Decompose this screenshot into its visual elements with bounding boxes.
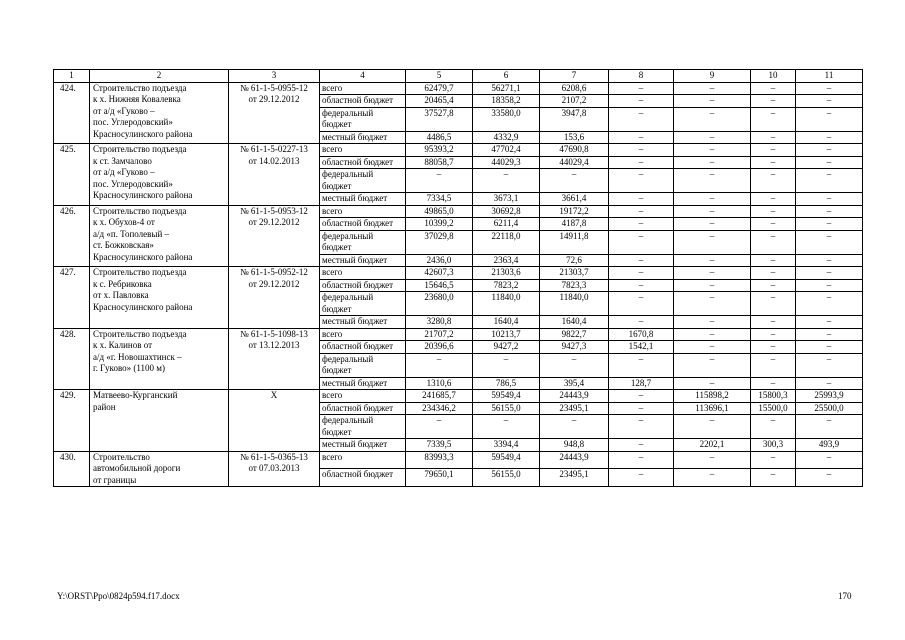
- amount-cell: –: [751, 341, 796, 354]
- amount-cell: –: [674, 469, 751, 487]
- amount-cell: 128,7: [609, 377, 674, 390]
- document-ref: № 61-1-5-0953-12 от 29.12.2012: [229, 205, 320, 267]
- document-ref: Х: [229, 390, 320, 452]
- amount-cell: –: [609, 439, 674, 452]
- amount-cell: –: [609, 390, 674, 403]
- amount-cell: –: [540, 169, 609, 193]
- amount-cell: –: [609, 469, 674, 487]
- amount-cell: 1640,4: [540, 316, 609, 329]
- amount-cell: 37527,8: [406, 107, 473, 131]
- amount-cell: 9822,7: [540, 328, 609, 341]
- amount-cell: –: [796, 169, 863, 193]
- amount-cell: 21707,2: [406, 328, 473, 341]
- funding-source: местный бюджет: [320, 131, 406, 144]
- funding-source: федеральный бюджет: [320, 169, 406, 193]
- funding-source: областной бюджет: [320, 402, 406, 415]
- amount-cell: 95393,2: [406, 144, 473, 157]
- amount-cell: –: [674, 341, 751, 354]
- amount-cell: 56155,0: [473, 469, 540, 487]
- amount-cell: –: [674, 131, 751, 144]
- amount-cell: 234346,2: [406, 402, 473, 415]
- amount-cell: –: [674, 353, 751, 377]
- amount-cell: –: [751, 279, 796, 292]
- amount-cell: 14911,8: [540, 230, 609, 254]
- project-name: Матвеево-Курганский район: [90, 390, 229, 452]
- amount-cell: –: [751, 353, 796, 377]
- column-header: 3: [229, 70, 320, 83]
- project-name: Строительство подъезда к ст. Замчалово от а/д «Гуково – пос. Углеродовский» Красносулинского района: [90, 144, 229, 206]
- funding-source: областной бюджет: [320, 218, 406, 231]
- funding-source: всего: [320, 451, 406, 469]
- amount-cell: –: [796, 218, 863, 231]
- funding-source: областной бюджет: [320, 156, 406, 169]
- amount-cell: 25500,0: [796, 402, 863, 415]
- funding-source: областной бюджет: [320, 469, 406, 487]
- amount-cell: –: [674, 218, 751, 231]
- amount-cell: –: [796, 377, 863, 390]
- amount-cell: –: [796, 353, 863, 377]
- amount-cell: 948,8: [540, 439, 609, 452]
- amount-cell: –: [751, 328, 796, 341]
- funding-source: всего: [320, 82, 406, 95]
- amount-cell: –: [674, 230, 751, 254]
- funding-source: федеральный бюджет: [320, 292, 406, 316]
- funding-source: местный бюджет: [320, 377, 406, 390]
- amount-cell: 6211,4: [473, 218, 540, 231]
- project-name: Строительство подъезда к с. Ребриковка от х. Павловка Красносулинского района: [90, 267, 229, 329]
- amount-cell: –: [751, 144, 796, 157]
- amount-cell: –: [674, 415, 751, 439]
- record-number: 427.: [54, 267, 90, 329]
- amount-cell: 49865,0: [406, 205, 473, 218]
- amount-cell: 4332,9: [473, 131, 540, 144]
- amount-cell: 1310,6: [406, 377, 473, 390]
- amount-cell: –: [751, 316, 796, 329]
- amount-cell: 15646,5: [406, 279, 473, 292]
- amount-cell: 24443,9: [540, 390, 609, 403]
- amount-cell: –: [609, 169, 674, 193]
- funding-source: областной бюджет: [320, 95, 406, 108]
- amount-cell: 3673,1: [473, 193, 540, 206]
- amount-cell: –: [609, 415, 674, 439]
- amount-cell: –: [751, 267, 796, 280]
- document-ref: № 61-1-5-0955-12 от 29.12.2012: [229, 82, 320, 144]
- amount-cell: –: [406, 169, 473, 193]
- amount-cell: –: [674, 193, 751, 206]
- amount-cell: 1542,1: [609, 341, 674, 354]
- amount-cell: 2363,4: [473, 254, 540, 267]
- amount-cell: –: [796, 415, 863, 439]
- amount-cell: –: [674, 169, 751, 193]
- amount-cell: –: [406, 415, 473, 439]
- amount-cell: 56271,1: [473, 82, 540, 95]
- funding-source: всего: [320, 144, 406, 157]
- amount-cell: –: [751, 205, 796, 218]
- amount-cell: –: [674, 451, 751, 469]
- amount-cell: –: [674, 254, 751, 267]
- amount-cell: –: [473, 169, 540, 193]
- amount-cell: –: [609, 316, 674, 329]
- amount-cell: –: [751, 415, 796, 439]
- amount-cell: –: [609, 279, 674, 292]
- amount-cell: 47690,8: [540, 144, 609, 157]
- amount-cell: –: [751, 469, 796, 487]
- amount-cell: –: [796, 193, 863, 206]
- amount-cell: 786,5: [473, 377, 540, 390]
- amount-cell: 19172,2: [540, 205, 609, 218]
- amount-cell: 72,6: [540, 254, 609, 267]
- funding-source: федеральный бюджет: [320, 107, 406, 131]
- amount-cell: –: [674, 205, 751, 218]
- amount-cell: –: [674, 156, 751, 169]
- amount-cell: 1640,4: [473, 316, 540, 329]
- funding-source: местный бюджет: [320, 316, 406, 329]
- column-header: 9: [674, 70, 751, 83]
- amount-cell: 30692,8: [473, 205, 540, 218]
- funding-source: всего: [320, 390, 406, 403]
- funding-source: всего: [320, 328, 406, 341]
- table-row: [54, 144, 863, 157]
- amount-cell: –: [751, 193, 796, 206]
- funding-source: федеральный бюджет: [320, 415, 406, 439]
- amount-cell: 44029,3: [473, 156, 540, 169]
- amount-cell: –: [751, 292, 796, 316]
- amount-cell: –: [796, 205, 863, 218]
- amount-cell: 3947,8: [540, 107, 609, 131]
- amount-cell: –: [609, 254, 674, 267]
- amount-cell: –: [609, 451, 674, 469]
- amount-cell: 23495,1: [540, 469, 609, 487]
- amount-cell: 24443,9: [540, 451, 609, 469]
- amount-cell: 62479,7: [406, 82, 473, 95]
- funding-source: федеральный бюджет: [320, 230, 406, 254]
- amount-cell: –: [473, 415, 540, 439]
- document-ref: № 61-1-5-0952-12 от 29.12.2012: [229, 267, 320, 329]
- amount-cell: 15800,3: [751, 390, 796, 403]
- document-ref: № 61-1-5-0365-13 от 07.03.2013: [229, 451, 320, 487]
- amount-cell: 4187,8: [540, 218, 609, 231]
- amount-cell: –: [796, 82, 863, 95]
- record-number: 426.: [54, 205, 90, 267]
- amount-cell: 47702,4: [473, 144, 540, 157]
- column-header: 10: [751, 70, 796, 83]
- column-header: 2: [90, 70, 229, 83]
- project-name: Строительство подъезда к х. Калинов от а/д «г. Новошахтинск – г. Гуково» (1100 м): [90, 328, 229, 390]
- amount-cell: 20465,4: [406, 95, 473, 108]
- amount-cell: –: [796, 292, 863, 316]
- amount-cell: 59549,4: [473, 390, 540, 403]
- amount-cell: –: [540, 415, 609, 439]
- amount-cell: 113696,1: [674, 402, 751, 415]
- amount-cell: 59549,4: [473, 451, 540, 469]
- amount-cell: –: [796, 254, 863, 267]
- amount-cell: 56155,0: [473, 402, 540, 415]
- amount-cell: –: [796, 328, 863, 341]
- amount-cell: –: [674, 328, 751, 341]
- amount-cell: –: [609, 82, 674, 95]
- amount-cell: 20396,6: [406, 341, 473, 354]
- amount-cell: –: [609, 205, 674, 218]
- column-header: 5: [406, 70, 473, 83]
- amount-cell: –: [609, 193, 674, 206]
- amount-cell: –: [796, 144, 863, 157]
- amount-cell: –: [751, 218, 796, 231]
- amount-cell: 33580,0: [473, 107, 540, 131]
- record-number: 424.: [54, 82, 90, 144]
- amount-cell: 3394,4: [473, 439, 540, 452]
- amount-cell: –: [674, 144, 751, 157]
- amount-cell: 18358,2: [473, 95, 540, 108]
- amount-cell: –: [796, 107, 863, 131]
- project-name: Строительство автомобильной дороги от границы: [90, 451, 229, 487]
- project-name: Строительство подъезда к х. Обухов-4 от а/д «п. Тополевый – ст. Божковская» Красносулинского района: [90, 205, 229, 267]
- amount-cell: –: [751, 82, 796, 95]
- amount-cell: 37029,8: [406, 230, 473, 254]
- column-header: 1: [54, 70, 90, 83]
- record-number: 429.: [54, 390, 90, 452]
- amount-cell: 2436,0: [406, 254, 473, 267]
- amount-cell: 10399,2: [406, 218, 473, 231]
- table-row: [54, 82, 863, 95]
- amount-cell: –: [674, 292, 751, 316]
- document-ref: № 61-1-5-1098-13 от 13.12.2013: [229, 328, 320, 390]
- amount-cell: 1670,8: [609, 328, 674, 341]
- amount-cell: –: [796, 279, 863, 292]
- amount-cell: 2202,1: [674, 439, 751, 452]
- amount-cell: 7823,2: [473, 279, 540, 292]
- table-row: [54, 451, 863, 469]
- amount-cell: 7334,5: [406, 193, 473, 206]
- document-ref: № 61-1-5-0227-13 от 14.02.2013: [229, 144, 320, 206]
- amount-cell: –: [796, 267, 863, 280]
- column-header: 7: [540, 70, 609, 83]
- amount-cell: –: [796, 131, 863, 144]
- amount-cell: 79650,1: [406, 469, 473, 487]
- amount-cell: 11840,0: [473, 292, 540, 316]
- amount-cell: –: [796, 156, 863, 169]
- amount-cell: 9427,2: [473, 341, 540, 354]
- funding-source: областной бюджет: [320, 341, 406, 354]
- column-header: 6: [473, 70, 540, 83]
- amount-cell: –: [796, 316, 863, 329]
- amount-cell: –: [751, 156, 796, 169]
- amount-cell: –: [674, 316, 751, 329]
- amount-cell: –: [540, 353, 609, 377]
- project-name: Строительство подъезда к х. Нижняя Ковалевка от а/д «Гуково – пос. Углеродовский» Красносулинского района: [90, 82, 229, 144]
- amount-cell: 11840,0: [540, 292, 609, 316]
- budget-table: [53, 69, 863, 487]
- amount-cell: –: [751, 254, 796, 267]
- amount-cell: –: [751, 107, 796, 131]
- amount-cell: 21303,7: [540, 267, 609, 280]
- amount-cell: 153,6: [540, 131, 609, 144]
- amount-cell: –: [609, 131, 674, 144]
- amount-cell: 9427,3: [540, 341, 609, 354]
- table-row: [54, 267, 863, 280]
- record-number: 425.: [54, 144, 90, 206]
- amount-cell: –: [751, 169, 796, 193]
- amount-cell: –: [751, 377, 796, 390]
- column-header: 4: [320, 70, 406, 83]
- amount-cell: 88058,7: [406, 156, 473, 169]
- amount-cell: 6208,6: [540, 82, 609, 95]
- amount-cell: 3280,8: [406, 316, 473, 329]
- amount-cell: –: [796, 341, 863, 354]
- amount-cell: –: [796, 95, 863, 108]
- header-row: [54, 70, 863, 83]
- amount-cell: –: [674, 377, 751, 390]
- amount-cell: 115898,2: [674, 390, 751, 403]
- amount-cell: –: [609, 267, 674, 280]
- column-header: 8: [609, 70, 674, 83]
- amount-cell: 3661,4: [540, 193, 609, 206]
- amount-cell: 15500,0: [751, 402, 796, 415]
- amount-cell: 10213,7: [473, 328, 540, 341]
- amount-cell: 395,4: [540, 377, 609, 390]
- amount-cell: –: [609, 230, 674, 254]
- table-row: [54, 390, 863, 403]
- amount-cell: 44029,4: [540, 156, 609, 169]
- amount-cell: 7823,3: [540, 279, 609, 292]
- amount-cell: 22118,0: [473, 230, 540, 254]
- funding-source: местный бюджет: [320, 439, 406, 452]
- amount-cell: –: [796, 230, 863, 254]
- footer-file-path: Y:\ORST\Ppo\0824p594.f17.docx: [57, 591, 180, 601]
- amount-cell: –: [609, 156, 674, 169]
- amount-cell: –: [609, 144, 674, 157]
- amount-cell: –: [796, 451, 863, 469]
- amount-cell: 23680,0: [406, 292, 473, 316]
- table-row: [54, 205, 863, 218]
- amount-cell: –: [473, 353, 540, 377]
- column-header: 11: [796, 70, 863, 83]
- amount-cell: 42607,3: [406, 267, 473, 280]
- funding-source: всего: [320, 205, 406, 218]
- amount-cell: 493,9: [796, 439, 863, 452]
- amount-cell: –: [609, 95, 674, 108]
- table-row: [54, 328, 863, 341]
- record-number: 430.: [54, 451, 90, 487]
- amount-cell: 2107,2: [540, 95, 609, 108]
- amount-cell: –: [609, 107, 674, 131]
- amount-cell: –: [674, 107, 751, 131]
- amount-cell: 4486,5: [406, 131, 473, 144]
- amount-cell: 23495,1: [540, 402, 609, 415]
- amount-cell: –: [751, 230, 796, 254]
- amount-cell: –: [751, 131, 796, 144]
- amount-cell: 241685,7: [406, 390, 473, 403]
- amount-cell: –: [674, 95, 751, 108]
- funding-source: местный бюджет: [320, 193, 406, 206]
- amount-cell: –: [796, 469, 863, 487]
- amount-cell: 25993,9: [796, 390, 863, 403]
- amount-cell: –: [609, 292, 674, 316]
- amount-cell: –: [751, 451, 796, 469]
- amount-cell: –: [609, 402, 674, 415]
- amount-cell: –: [609, 218, 674, 231]
- amount-cell: –: [674, 279, 751, 292]
- funding-source: областной бюджет: [320, 279, 406, 292]
- amount-cell: –: [406, 353, 473, 377]
- amount-cell: –: [674, 82, 751, 95]
- amount-cell: –: [751, 95, 796, 108]
- amount-cell: 83993,3: [406, 451, 473, 469]
- amount-cell: 7339,5: [406, 439, 473, 452]
- record-number: 428.: [54, 328, 90, 390]
- funding-source: местный бюджет: [320, 254, 406, 267]
- page-number: 170: [838, 591, 852, 601]
- amount-cell: 300,3: [751, 439, 796, 452]
- amount-cell: –: [674, 267, 751, 280]
- amount-cell: 21303,6: [473, 267, 540, 280]
- amount-cell: –: [609, 353, 674, 377]
- funding-source: всего: [320, 267, 406, 280]
- funding-source: федеральный бюджет: [320, 353, 406, 377]
